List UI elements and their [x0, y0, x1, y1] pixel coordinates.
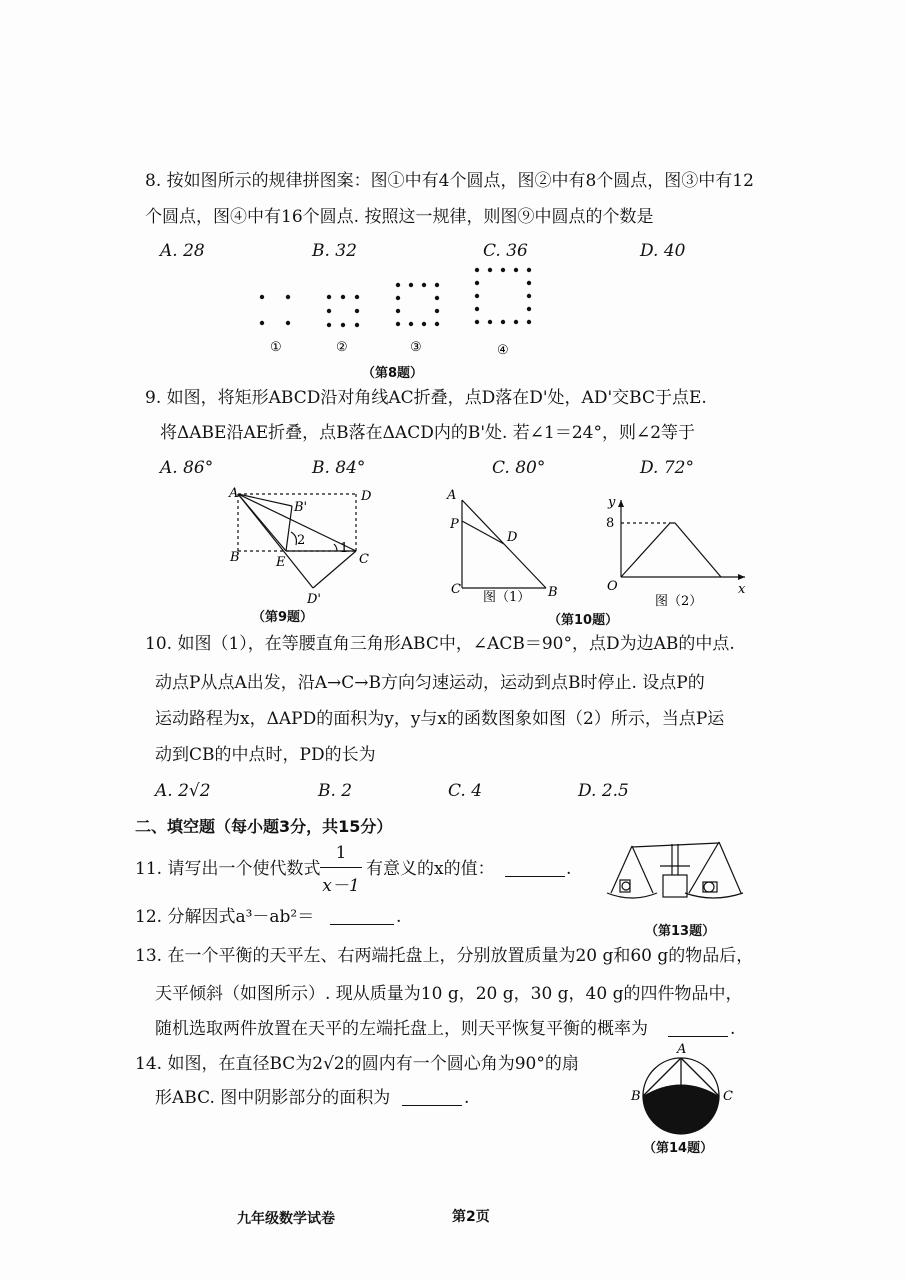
q12-text: 12. 分解因式a³－ab²＝	[135, 907, 315, 927]
q9-pt-b: B	[230, 550, 240, 565]
q9-option-b: B. 84°	[312, 458, 366, 478]
q9-line1: 9. 如图，将矩形ABCD沿对角线AC折叠，点D落在D'处，AD'交BC于点E.	[145, 388, 707, 408]
footer-exam-title: 九年级数学试卷	[237, 1211, 335, 1227]
q10-option-b: B. 2	[318, 781, 353, 801]
q11-numerator: 1	[335, 843, 347, 863]
q10-line3: 运动路程为x，ΔAPD的面积为y，y与x的函数图象如图（2）所示，当点P运	[155, 709, 725, 729]
q8-line1: 8. 按如图所示的规律拼图案：图①中有4个圆点，图②中有8个圆点，图③中有12	[145, 171, 754, 191]
q8-option-a: A. 28	[160, 241, 205, 261]
q9-option-d: D. 72°	[640, 458, 694, 478]
q10-fig2-label: 图（2）	[655, 594, 703, 609]
q10-option-a: A. 2√2	[155, 781, 211, 801]
q10-pt-p: P	[450, 517, 459, 532]
q13-line1: 13. 在一个平衡的天平左、右两端托盘上，分别放置质量为20 g和60 g的物品后，	[135, 946, 754, 966]
footer-page-number: 第2页	[452, 1209, 490, 1225]
q8-caption: （第8题）	[362, 366, 424, 381]
q14-pt-c: C	[723, 1089, 733, 1104]
q9-option-a: A. 86°	[160, 458, 214, 478]
section-2-heading: 二、填空题（每小题3分，共15分）	[135, 817, 393, 836]
q9-pt-a: A	[229, 486, 239, 501]
q8-fig-label-4: ④	[497, 343, 509, 358]
q9-angle-2: 2	[297, 533, 306, 548]
q9-pt-e: E	[276, 555, 286, 570]
q13-caption: （第13题）	[645, 924, 716, 939]
q10-pt-d: D	[507, 530, 518, 545]
q10-pt-a: A	[447, 488, 457, 503]
q9-option-c: C. 80°	[492, 458, 546, 478]
q11-denominator: x－1	[322, 876, 360, 896]
q13-line2: 天平倾斜（如图所示）. 现从质量为10 g，20 g，30 g，40 g的四件物品中，	[155, 984, 743, 1004]
q10-origin: O	[607, 579, 618, 594]
q14-line2: 形ABC. 图中阴影部分的面积为	[155, 1088, 391, 1108]
q9-caption: （第9题）	[252, 610, 314, 625]
q8-option-c: C. 36	[483, 241, 528, 261]
q10-option-c: C. 4	[448, 781, 483, 801]
q9-pt-dprime: D'	[307, 592, 321, 607]
q10-pt-c: C	[451, 582, 461, 597]
q9-line2: 将ΔABE沿AE折叠，点B落在ΔACD内的B'处. 若∠1＝24°，则∠2等于	[160, 423, 696, 443]
q14-pt-b: B	[631, 1089, 641, 1104]
q14-pt-a: A	[677, 1042, 687, 1057]
q10-line4: 动到CB的中点时，PD的长为	[155, 745, 376, 765]
q13-end: .	[730, 1019, 736, 1039]
q10-line1: 10. 如图（1），在等腰直角三角形ABC中，∠ACB＝90°，点D为边AB的中点.	[145, 634, 735, 654]
q12-end: .	[396, 907, 402, 927]
q9-pt-d: D	[361, 489, 372, 504]
q14-line1: 14. 如图，在直径BC为2√2的圆内有一个圆心角为90°的扇	[135, 1054, 579, 1074]
q8-fig-label-2: ②	[336, 340, 348, 355]
q10-axis-x: x	[738, 582, 746, 597]
q11-suffix: 有意义的x的值：	[366, 859, 495, 879]
q9-pt-bprime: B'	[294, 500, 308, 515]
q10-fig1-label: 图（1）	[483, 590, 531, 605]
q9-pt-c: C	[359, 552, 369, 567]
q10-axis-y: y	[608, 495, 616, 510]
q8-line2: 个圆点，图④中有16个圆点. 按照这一规律，则图⑨中圆点的个数是	[145, 207, 654, 227]
q10-y-tick-8: 8	[606, 516, 615, 531]
q8-fig-label-3: ③	[410, 340, 422, 355]
q14-caption: （第14题）	[643, 1141, 714, 1156]
q14-end: .	[464, 1088, 470, 1108]
q10-caption: （第10题）	[548, 613, 619, 628]
q8-option-d: D. 40	[640, 241, 686, 261]
q9-angle-1: 1	[340, 541, 349, 556]
q8-fig-label-1: ①	[270, 340, 282, 355]
q8-option-b: B. 32	[312, 241, 357, 261]
q10-option-d: D. 2.5	[578, 781, 629, 801]
q11-prefix: 11. 请写出一个使代数式	[135, 859, 321, 879]
q11-end: .	[566, 859, 572, 879]
q10-pt-b: B	[548, 585, 558, 600]
q13-line3: 随机选取两件放置在天平的左端托盘上，则天平恢复平衡的概率为	[155, 1019, 648, 1039]
q10-line2: 动点P从点A出发，沿A→C→B方向匀速运动，运动到点B时停止. 设点P的	[155, 673, 705, 693]
